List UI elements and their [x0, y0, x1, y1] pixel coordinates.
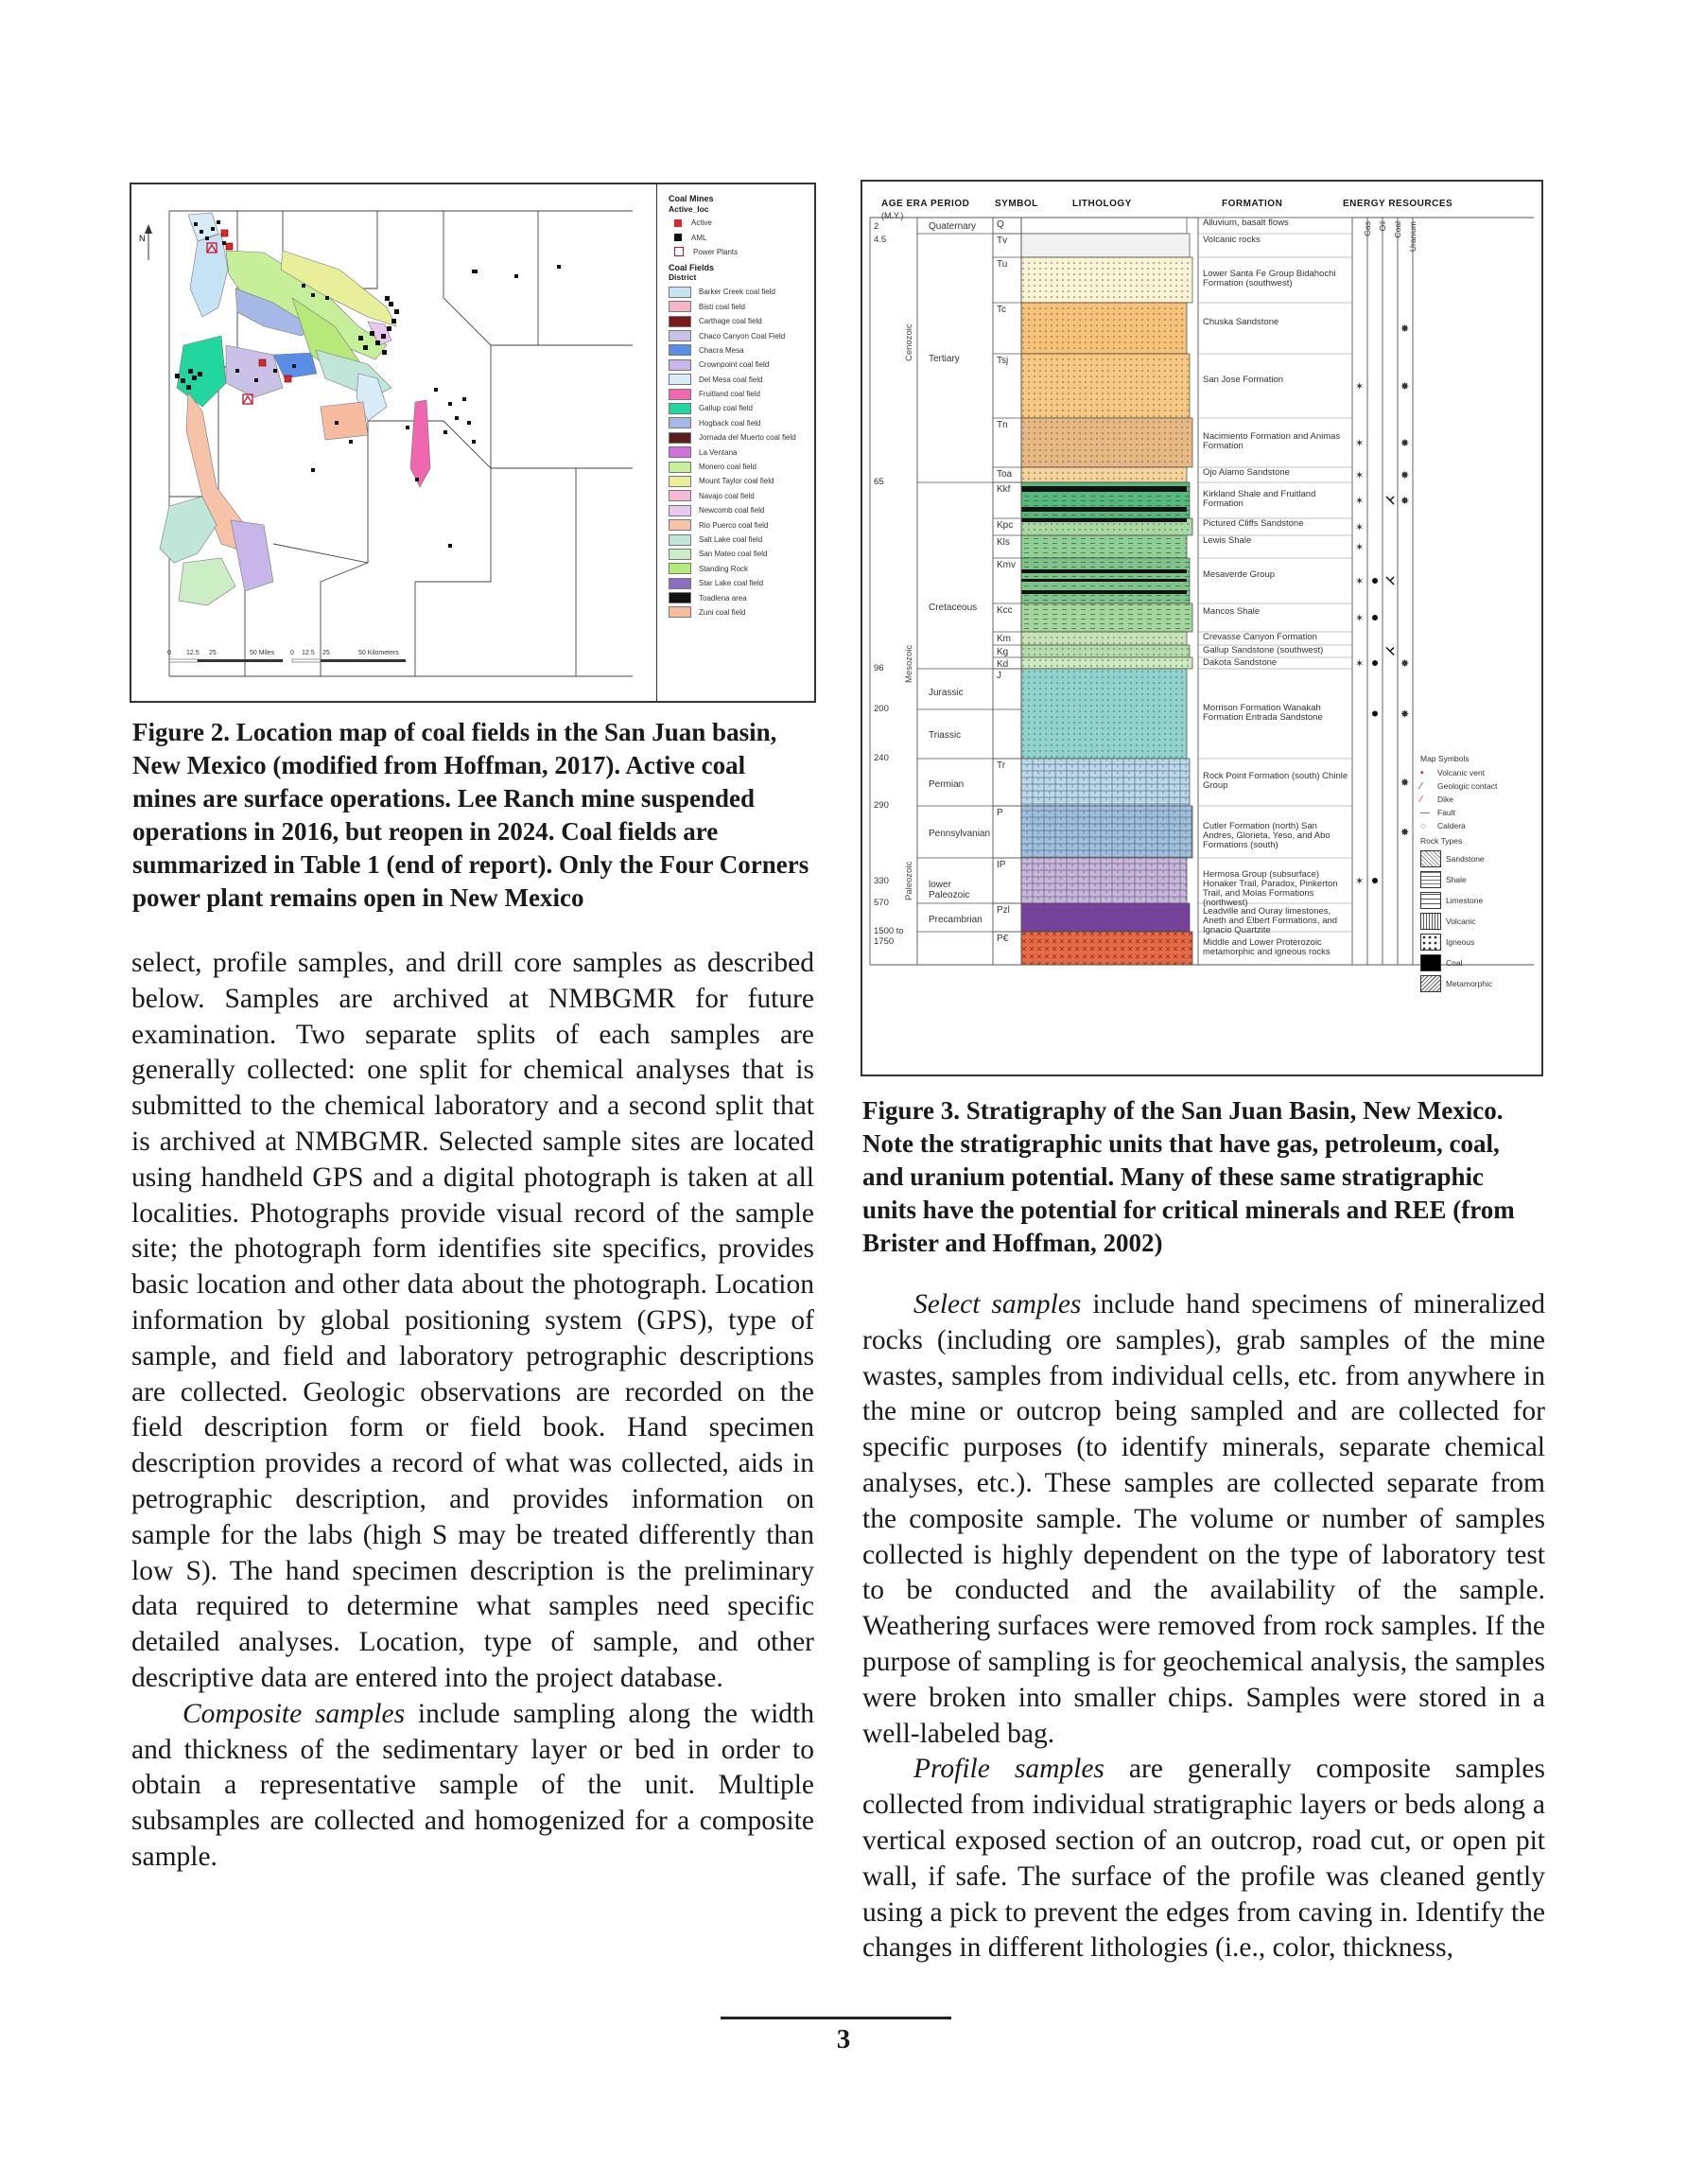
uranium-star-icon: ✸ — [1400, 708, 1410, 721]
unit-symbol: Kkf — [997, 484, 1011, 495]
energy-column-header: Coal — [1393, 221, 1402, 238]
period-label: Quaternary — [929, 221, 977, 232]
unit-formation: Volcanic rocks — [1203, 234, 1261, 245]
scale-miles-label: 25 — [209, 650, 217, 656]
lithology-pattern — [1021, 632, 1187, 645]
uranium-star-icon: ✸ — [1400, 778, 1410, 789]
gas-star-icon: ✶ — [1355, 658, 1365, 670]
header-period: PERIOD — [930, 199, 970, 209]
legend-field-swatch — [669, 578, 691, 589]
coal-fields-map — [131, 184, 656, 700]
header-energy: ENERGY RESOURCES — [1343, 199, 1453, 209]
legend-field-item — [669, 503, 814, 517]
rock-types-heading: Rock Types — [1420, 836, 1463, 846]
coal-pick-icon — [1386, 577, 1394, 585]
rock-type-item — [1420, 869, 1539, 890]
rock-type-swatch — [1420, 892, 1441, 909]
legend-fields — [669, 285, 814, 620]
legend-field-swatch — [669, 606, 691, 618]
map-symbol-icon: ∕ — [1420, 794, 1422, 805]
legend-markers — [669, 216, 814, 259]
age-label: 4.5 — [874, 235, 887, 245]
lithology-pattern — [1021, 759, 1190, 806]
unit-formation: Rock Point Formation (south) Chinle Group — [1203, 771, 1348, 791]
unit-formation: Crevasse Canyon Formation — [1203, 632, 1317, 642]
legend-field-item — [669, 358, 814, 372]
unit-symbol: Tr — [997, 760, 1006, 771]
oil-dot-icon — [1372, 878, 1378, 883]
unit-symbol: Kg — [997, 647, 1009, 657]
unit-symbol: Kd — [997, 659, 1009, 670]
legend-marker-item — [669, 216, 814, 230]
coal-bed — [1021, 569, 1187, 573]
legend-field-swatch — [669, 505, 691, 516]
scale-km-label: 25 — [322, 650, 330, 656]
rock-type-label: Metamorphic — [1446, 979, 1493, 988]
age-label: 240 — [874, 753, 889, 763]
lithology-pattern — [1021, 303, 1187, 354]
legend-field-item — [669, 387, 814, 401]
legend-field-label: La Ventana — [699, 447, 738, 457]
legend-field-label: Salt Lake coal field — [699, 535, 763, 544]
lithology-pattern — [1021, 657, 1192, 669]
legend-field-label: Jornada del Muerto coal field — [699, 433, 796, 443]
unit-symbol: Tn — [997, 420, 1008, 430]
figure-3-caption: Figure 3. Stratigraphy of the San Juan Basin, New Mexico. Note the stratigraphic units that have gas, petroleum, coal, and uranium potential. Many of these same stratigraphic units have the potential for critical minerals and REE (from Brister and Hoffman, 2002) — [862, 1096, 1515, 1257]
unit-formation: Middle and Lower Proterozoic metamorphic and igneous rocks — [1203, 936, 1330, 957]
rock-type-label: Coal — [1446, 958, 1463, 968]
period-label: Jurassic — [929, 688, 964, 698]
period-label: Precambrian — [929, 915, 983, 925]
uranium-star-icon: ✸ — [1400, 381, 1410, 393]
legend-field-item — [669, 285, 814, 299]
legend-field-swatch — [669, 549, 691, 560]
unit-symbol: Kcc — [997, 605, 1013, 616]
legend-field-swatch — [669, 592, 691, 603]
map-symbol-label: Dike — [1437, 795, 1454, 804]
gas-star-icon: ✶ — [1355, 470, 1365, 481]
age-label: 1500 to 1750 — [874, 926, 904, 947]
rock-type-item — [1420, 848, 1539, 869]
period-label: Triassic — [929, 730, 962, 741]
map-symbol-item — [1420, 793, 1539, 806]
legend-field-item — [669, 445, 814, 459]
age-label: 330 — [874, 876, 889, 886]
map-symbol-icon: ― — [1420, 807, 1430, 818]
legend-field-item — [669, 474, 814, 488]
unit-formation: Hermosa Group (subsurface) Honaker Trail, Paradox, Pinkerton Trail, and Molas Formations (northwest) — [1203, 869, 1338, 908]
unit-formation: Morrison Formation Wanakah Formation Entrada Sandstone — [1203, 702, 1323, 723]
lithology-pattern — [1021, 903, 1190, 932]
unit-symbol: P — [997, 808, 1003, 818]
age-label: 570 — [874, 898, 889, 908]
era-mesozoic: Mesozoic — [904, 644, 914, 683]
period-label: Tertiary — [929, 354, 960, 364]
legend-field-item — [669, 605, 814, 620]
legend-fields-heading: Coal Fields — [669, 263, 715, 273]
legend-field-label: Carthage coal field — [699, 317, 762, 326]
oil-dot-icon — [1372, 615, 1378, 620]
strat-legend — [1420, 754, 1539, 994]
map-symbol-label: Geologic contact — [1437, 781, 1498, 791]
rock-type-swatch — [1420, 934, 1441, 951]
legend-marker-icon — [674, 247, 684, 256]
legend-field-item — [669, 489, 814, 503]
composite-samples-term: Composite samples — [183, 1698, 406, 1729]
age-label: 2 — [874, 221, 879, 232]
age-label: 200 — [874, 704, 889, 714]
legend-field-swatch — [669, 476, 691, 487]
legend-marker-label: AML — [691, 233, 707, 242]
unit-formation: Ojo Alamo Sandstone — [1203, 467, 1290, 478]
header-age-unit: (M.Y.) — [881, 211, 904, 220]
legend-field-item — [669, 533, 814, 547]
map-symbol-item — [1420, 806, 1539, 819]
footer-rule — [721, 2017, 951, 2019]
rock-type-label: Volcanic — [1446, 917, 1476, 926]
gas-star-icon: ✶ — [1355, 438, 1365, 449]
profile-samples-term: Profile samples — [913, 1754, 1104, 1785]
unit-formation: Alluvium, basalt flows — [1203, 218, 1289, 228]
legend-field-label: Bisti coal field — [699, 302, 745, 311]
period-label: Permian — [929, 779, 965, 790]
legend-marker-item — [669, 230, 814, 244]
legend-fields-subheading: District — [669, 272, 697, 283]
map-symbol-label: Fault — [1437, 808, 1455, 817]
gas-star-icon: ✶ — [1355, 496, 1365, 507]
unit-formation: Gallup Sandstone (southwest) — [1203, 645, 1324, 655]
rock-type-swatch — [1420, 954, 1441, 971]
energy-column-header: Oil — [1378, 221, 1387, 232]
unit-formation: Pictured Cliffs Sandstone — [1203, 518, 1304, 529]
right-paragraph-2 — [862, 1752, 1545, 1966]
map-symbol-label: Caldera — [1437, 821, 1466, 830]
legend-field-item — [669, 416, 814, 430]
gas-star-icon: ✶ — [1355, 381, 1365, 393]
legend-heading: Coal Mines — [669, 194, 714, 203]
lithology-pattern — [1021, 467, 1187, 482]
oil-dot-icon — [1372, 660, 1378, 666]
unit-symbol: Tu — [997, 259, 1008, 270]
unit-symbol: Kls — [997, 537, 1010, 548]
energy-column-header: Gas — [1363, 221, 1372, 236]
period-label: lower Paleozoic — [929, 880, 970, 900]
figure-3-stratigraphy — [861, 180, 1543, 1076]
gas-star-icon: ✶ — [1355, 522, 1365, 533]
legend-field-swatch — [669, 563, 691, 574]
coal-pick-icon — [1386, 497, 1394, 504]
map-symbol-icon: ∕ — [1420, 780, 1422, 792]
uranium-star-icon: ✸ — [1400, 438, 1410, 449]
era-paleozoic: Paleozoic — [904, 861, 914, 900]
uranium-star-icon: ✸ — [1400, 827, 1410, 839]
lithology-pattern — [1021, 932, 1192, 965]
legend-field-swatch — [669, 446, 691, 458]
legend-field-swatch — [669, 359, 691, 371]
legend-field-item — [669, 460, 814, 474]
legend-field-item — [669, 547, 814, 561]
legend-field-item — [669, 343, 814, 358]
lithology-pattern — [1021, 858, 1187, 903]
figure-2-caption: Figure 2. Location map of coal fields in the San Juan basin, New Mexico (modified from Hoffman, 2017). Active coal mines are surface operations. Lee Ranch mine suspended operations in 2016, but reopen in 2024. Coal fields are summarized in Table 1 (end of report). Only the Four Corners power plant remains open in New Mexico — [132, 718, 809, 912]
legend-marker-item — [669, 245, 814, 259]
legend-field-label: Newcomb coal field — [699, 506, 765, 515]
right-column — [862, 1287, 1545, 1966]
north-label: N — [139, 234, 146, 243]
unit-symbol: IP — [997, 860, 1006, 870]
unit-formation: Lewis Shale — [1203, 535, 1252, 546]
rock-type-label: Limestone — [1446, 896, 1484, 905]
rock-type-swatch — [1420, 913, 1441, 930]
unit-formation: Dakota Sandstone — [1203, 657, 1278, 668]
page-number: 3 — [836, 2024, 851, 2054]
gas-star-icon: ✶ — [1355, 613, 1365, 624]
unit-symbol: Tc — [997, 305, 1006, 315]
legend-marker-label: Power Plants — [693, 247, 739, 256]
unit-symbol: Kmv — [997, 560, 1016, 570]
unit-formation: Chuska Sandstone — [1203, 317, 1279, 327]
gas-star-icon: ✶ — [1355, 576, 1365, 587]
legend-field-swatch — [669, 344, 691, 356]
rock-type-label: Sandstone — [1446, 854, 1485, 864]
legend-field-swatch — [669, 316, 691, 327]
legend-field-swatch — [669, 417, 691, 428]
legend-field-label: Del Mesa coal field — [699, 375, 763, 384]
oil-dot-icon — [1372, 578, 1378, 584]
unit-formation: Mesaverde Group — [1203, 569, 1276, 580]
legend-field-item — [669, 562, 814, 576]
lithology-pattern — [1021, 535, 1187, 558]
right-paragraph-1 — [862, 1287, 1545, 1752]
left-paragraph-1: select, profile samples, and drill core samples as described below. Samples are archived at NMBGMR for future examination. Two separate splits of each samples are generally collected: one split for chemical analyses that is submitted to the chemical laboratory and a second split that is archived at NMBGMR. Selected sample sites are located using handheld GPS and a digital photograph is taken at all localities. Photographs provide visual record of the sample site; the photograph form identifies site specifics, provides basic location and other data about the photograph. Location information by global positioning system (GPS), type of sample, and field and laboratory petrographic descriptions are collected. Geologic observations are recorded on the field description form or field book. Hand specimen description provides a record of what was collected, aids in petrographic description, and provides information on sample for the labs (high S may be treated differently than low S). The hand specimen description is the preliminary data required to determine what samples need specific detailed analyses. Location, type of sample, and other descriptive data are entered into the project database. — [131, 948, 814, 1693]
oil-dot-icon — [1372, 711, 1378, 717]
legend-field-swatch — [669, 374, 691, 385]
legend-field-swatch — [669, 432, 691, 444]
unit-symbol: Tv — [997, 236, 1008, 246]
unit-formation: Nacimiento Formation and Animas Formation — [1203, 431, 1341, 451]
map-symbol-item — [1420, 779, 1539, 793]
period-label: Pennsylvanian — [929, 829, 991, 839]
map-symbol-icon: • — [1420, 767, 1424, 778]
select-samples-text: include hand specimens of mineralized rocks (including ore samples), grab samples of the mine wastes, samples from individual cells, etc. from anywhere in the mine or outcrop being sampled and are collected for specific purposes (to identify minerals, separate chemical analyses, etc.). These samples are collected separate from the composite sample. The volume or number of samples collected is highly dependent on the type of laboratory test to be conducted and the availability of the sample. Weathering surfaces were removed from rock samples. If the purpose of sampling is for geochemical analysis, the samples were broken into smaller chips. Samples were stored in a well-labeled bag. — [862, 1289, 1545, 1749]
lithology-pattern — [1021, 354, 1190, 418]
unit-formation: Mancos Shale — [1203, 606, 1261, 617]
coal-bed — [1021, 579, 1187, 582]
period-label: Cretaceous — [929, 603, 978, 613]
legend-field-label: Gallup coal field — [699, 404, 753, 413]
rock-type-swatch — [1420, 871, 1441, 888]
legend-field-label: Standing Rock — [699, 564, 749, 573]
legend-field-item — [669, 300, 814, 314]
age-label: 65 — [874, 477, 884, 487]
coal-bed — [1021, 590, 1187, 594]
era-cenozoic: Cenozoic — [904, 323, 914, 361]
scale-km-label: 0 — [290, 650, 294, 656]
legend-field-swatch — [669, 462, 691, 473]
unit-formation: Kirkland Shale and Fruitland Formation — [1203, 489, 1316, 509]
coal-pick-icon — [1386, 648, 1394, 655]
legend-field-label: Star Lake coal field — [699, 579, 764, 588]
legend-field-swatch — [669, 534, 691, 546]
legend-field-label: Hogback coal field — [699, 418, 761, 428]
unit-formation: Leadville and Ouray limestones, Aneth and Elbert Formations, and Ignacio Quartzite — [1203, 906, 1338, 935]
legend-marker-icon — [674, 219, 682, 227]
map-symbols-list — [1420, 766, 1539, 832]
unit-symbol: P€ — [997, 934, 1009, 944]
gas-star-icon: ✶ — [1355, 876, 1365, 887]
map-symbol-label: Volcanic vent — [1437, 768, 1486, 778]
legend-field-label: Zuni coal field — [699, 607, 746, 617]
lithology-pattern — [1021, 603, 1192, 632]
scale-miles-label: 50 Miles — [250, 650, 275, 656]
unit-symbol: Pzl — [997, 905, 1010, 916]
left-paragraph-2 — [131, 1697, 814, 1876]
legend-field-label: Barker Creek coal field — [699, 288, 775, 297]
lithology-pattern — [1021, 806, 1192, 858]
left-column — [131, 946, 814, 1876]
rock-type-item — [1420, 973, 1539, 994]
coal-bed — [1021, 507, 1187, 512]
lithology-pattern — [1021, 645, 1190, 657]
legend-field-label: Chaco Canyon Coal Field — [699, 331, 786, 341]
lithology-pattern — [1021, 669, 1187, 759]
lithology-unit — [1021, 234, 1190, 257]
rock-type-item — [1420, 932, 1539, 952]
unit-symbol: J — [997, 671, 1001, 681]
header-formation: FORMATION — [1222, 199, 1283, 209]
uranium-star-icon: ✸ — [1400, 323, 1410, 335]
header-symbol: SYMBOL — [995, 199, 1038, 209]
scale-km-label: 50 Kilometers — [358, 650, 399, 656]
age-label: 96 — [874, 663, 884, 673]
legend-field-item — [669, 401, 814, 415]
rock-type-item — [1420, 952, 1539, 973]
legend-field-item — [669, 314, 814, 328]
legend-field-swatch — [669, 287, 691, 298]
legend-field-label: Rio Puerco coal field — [699, 520, 769, 530]
profile-samples-text: are generally composite samples collected from individual stratigraphic layers or beds along a vertical exposed section of an outcrop, road cut, or open pit wall, if safe. The surface of the profile was cleaned gently using a pick to prevent the edges from caving in. Identify the changes in different lithologies (i.e., color, thickness, — [862, 1754, 1545, 1964]
legend-field-item — [669, 590, 814, 604]
lithology-pattern — [1021, 418, 1192, 467]
legend-field-label: Toadlena area — [699, 593, 747, 603]
legend-field-label: Chacra Mesa — [699, 345, 744, 355]
figure-2-map — [130, 183, 816, 703]
legend-field-item — [669, 373, 814, 387]
legend-field-item — [669, 328, 814, 342]
legend-field-swatch — [669, 389, 691, 400]
rock-type-item — [1420, 890, 1539, 911]
uranium-star-icon: ✸ — [1400, 470, 1410, 481]
unit-symbol: Tsj — [997, 356, 1009, 366]
legend-field-swatch — [669, 330, 691, 341]
map-symbol-icon: ◌ — [1420, 820, 1426, 831]
legend-field-label: Mount Taylor coal field — [699, 477, 774, 486]
legend-field-swatch — [669, 519, 691, 531]
unit-formation: Lower Santa Fe Group Bidahochi Formation (southwest) — [1203, 269, 1336, 288]
unit-symbol: Q — [997, 219, 1004, 230]
rock-type-item — [1420, 911, 1539, 932]
map-legend — [656, 184, 814, 701]
legend-field-label: San Mateo coal field — [699, 550, 768, 559]
map-symbol-item — [1420, 819, 1539, 832]
scale-miles-label: 0 — [167, 650, 171, 656]
rock-types-list — [1420, 848, 1539, 994]
legend-field-label: Monero coal field — [699, 463, 757, 472]
legend-field-label: Navajo coal field — [699, 491, 755, 500]
map-symbol-item — [1420, 766, 1539, 779]
unit-symbol: Kpc — [997, 520, 1014, 531]
legend-field-label: Crownpoint coal field — [699, 360, 770, 370]
rock-type-swatch — [1420, 850, 1441, 867]
age-label: 290 — [874, 800, 889, 811]
composite-samples-text: include sampling along the width and thickness of the sedimentary layer or bed in order to obtain a representative sample of the unit. Multiple subsamples are collected and homogenized for a composite sample. — [131, 1698, 814, 1872]
coal-bed — [1021, 518, 1187, 522]
legend-field-label: Fruitland coal field — [699, 390, 760, 399]
unit-symbol: Toa — [997, 469, 1013, 480]
rock-type-label: Igneous — [1446, 937, 1475, 947]
rock-type-swatch — [1420, 975, 1441, 992]
legend-marker-icon — [674, 234, 682, 241]
select-samples-term: Select samples — [913, 1289, 1082, 1319]
rock-type-label: Shale — [1446, 875, 1467, 884]
unit-formation: Cutler Formation (north) San Andres, Glorieta, Yeso, and Abo Formations (south) — [1203, 820, 1330, 850]
legend-field-swatch — [669, 403, 691, 414]
legend-subheading: Active_loc — [669, 204, 709, 214]
map-symbols-heading: Map Symbols — [1420, 754, 1470, 763]
unit-symbol: Km — [997, 634, 1011, 644]
legend-field-item — [669, 430, 814, 445]
legend-field-swatch — [669, 301, 691, 312]
gas-star-icon: ✶ — [1355, 542, 1365, 553]
legend-field-item — [669, 576, 814, 590]
legend-field-item — [669, 517, 814, 532]
scale-km-label: 12.5 — [302, 650, 315, 656]
legend-field-swatch — [669, 490, 691, 501]
uranium-star-icon: ✸ — [1400, 658, 1410, 670]
header-age-era: AGE ERA — [881, 199, 929, 209]
lithology-unit — [1021, 218, 1187, 234]
coal-bed — [1021, 486, 1187, 492]
lithology-pattern — [1021, 257, 1192, 303]
legend-marker-label: Active — [691, 218, 712, 228]
uranium-star-icon: ✸ — [1400, 496, 1410, 507]
energy-column-header: Uranium — [1408, 221, 1417, 253]
scale-miles-label: 12.5 — [186, 650, 200, 656]
header-lithology: LITHOLOGY — [1072, 199, 1132, 209]
unit-formation: San Jose Formation — [1203, 375, 1284, 385]
